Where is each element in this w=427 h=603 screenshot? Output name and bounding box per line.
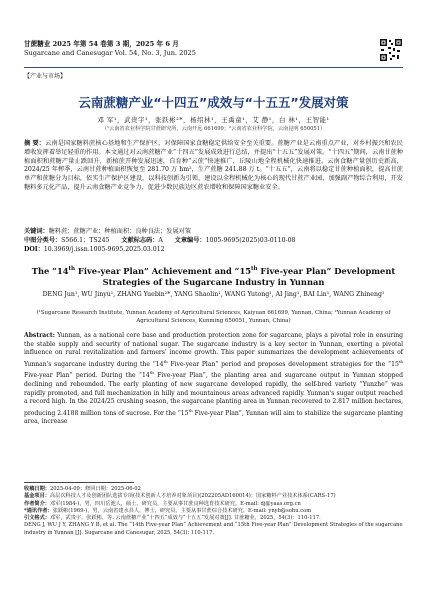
footnote-text: 张跃彬(1969-)，男，云南省建水县人，博士，研究员，主要从事甘蔗综合技术研究。E-mail: ynyb@sohu.com [52, 507, 312, 514]
clc-value: S566.1；TS245 [61, 237, 110, 244]
doi-label: DOI： [24, 246, 44, 253]
doc-code-value: A [158, 237, 163, 244]
footnote-item [24, 501, 403, 508]
abstract-en-sup: th [149, 370, 154, 376]
affiliation-chinese: （¹云南省农业科学院甘蔗研究所，云南开远 661699；²云南省农业科学院，云南昆明 650051） [101, 126, 326, 132]
keywords-text: 糖料蔗；蔗糖产业；种植面积；良种良法；发展对策 [48, 228, 192, 235]
classification-line [24, 237, 403, 245]
title-english [20, 264, 407, 288]
abstract-en-text: Yunnan, as a national core base and production protection zone for sugarcane, plays a pivotal role in ensuring the stable supply and security of national sugar. The sugarcane industry is a key sector in Yunnan, exerting a pivotal influence on rural revitalization and farmers' income growth. This paper summarizes the development achievements of Yunnan's sugarcane industry during the “14 [24, 332, 403, 368]
abstract-en-text: Five-year Plan” period and proposes development strategies for the “15 [167, 360, 399, 368]
header-rule [24, 67, 403, 68]
abstract-cn-text: 云南是国家糖料蔗核心基地和生产保护区，对保障国家食糖稳定供给安全至关重要。蔗糖产业是云南重点产业，对乡村振兴和农民增收发挥着举足轻重的作用。本文通过对云南蔗糖产业“十四五”发展成效进行总结，并提出“十五五”发展对策。“十四五”期间，云南甘蔗种植面积和蔗糖产量止跌回升，新植蔗开种发展迅速，自育种“云蔗”快速推广，丘陵山地全程机械化快速推进。云南食糖产量创历史新高，2024/25 年榨季，云南甘蔗种植面积恢复至 281.70 万 hm²，生产蔗糖 241.88 万 t。“十五五”，云南将以稳定甘蔗种植面积，提高甘蔗单产和蔗糖分为目标，依实生产保护区建设，以科技创新为引领，建设以全程机械化为核心的现代甘蔗产业园，加强副产物综合利用，开发糖料多元化产品，提升云南食糖产业竞争力，促进少数民族边区蔗农增收和保障国家糖业安全。 [24, 140, 403, 191]
abstract-cn-label: 摘 要： [24, 140, 46, 147]
article-no-label: 文章编号： [174, 237, 206, 244]
footnote-label: 基金项目： [24, 493, 50, 500]
keywords-line [24, 228, 403, 236]
keywords-label: 关键词： [24, 228, 49, 235]
journal-header [24, 40, 196, 57]
title-chinese: 云南蔗糖产业“十四五”成效与“十五五”发展对策 [78, 95, 349, 110]
abstract-en-text: Five-year Plan”, Yunnan will aim to stabilize the sugarcane planting area, increase [24, 409, 404, 426]
journal-name-cn: 甘蔗糖业 2025 年第 54 卷第 3 期，2025 年 6 月 [24, 40, 179, 48]
footnote-label: 收稿日期： [24, 486, 50, 492]
footnote-text: 邓军(1984-)，男，四川岳池人，硕士，研究员，主要从事甘蔗良种选育技术研究。E-mail: dj@yaas.org.cn [49, 500, 301, 507]
doi-line [24, 246, 403, 254]
title-en-sup: th [251, 266, 258, 272]
abstract-en-label: Abstract: [24, 332, 55, 339]
journal-name-en: Sugarcane and Canesugar Vol. 54, No. 3, Jun. 2025 [24, 48, 196, 57]
footnote-label: 引文格式： [24, 515, 50, 522]
footnote-item [24, 493, 403, 500]
footnotes [24, 486, 403, 537]
title-en-part: Five-year Plan” Development Strategies of the Sugarcane Industry in Yunnan [102, 265, 396, 287]
abstract-english [24, 332, 403, 427]
footnote-item [24, 522, 403, 537]
footnote-text: 高层次科技人才及创新团队选拔专项(技术创新人才培养对象项目)(202205AD160014)；国家糖料产业技术体系(CARS-17) [49, 493, 336, 500]
abstract-en-sup: th [398, 358, 403, 364]
footnote-rule [24, 482, 134, 483]
abstract-en-sup: th [163, 358, 168, 364]
authors-chinese: 邓 军¹，武贵宇¹，张跃彬²*，杨绍林¹，王禹童¹，艾 静¹，白 林¹，王智能¹ [97, 116, 330, 124]
article-no-value: 1005-9695(2025)03-0110-08 [205, 237, 296, 244]
affiliation-english: (¹Sugarcane Research Institute, Yunnan Academy of Agricultural Sciences, Kaiyuan 661699, Yunnan, China; ²Yunnan Academy of Agricultural Sciences, Kunming 650051, Yunnan, China) [36, 310, 391, 324]
authors-english: DENG Jun¹, WU Jinyu¹, ZHANG Yuebin²*, YANG Shaolin¹, WANG Yutong¹, AI Jing¹, BAI Lin¹, WANG Zhineng¹ [42, 291, 385, 298]
clc-label: 中图分类号： [24, 237, 62, 244]
abstract-en-text: Five-year Plan” period. During the “14 [24, 372, 150, 380]
footnote-text: 邓军，武贵宇，张跃彬，等. 云南蔗糖产业“十四五”成效与“十五五”发展对策[J]. 甘蔗糖业，2025，54(3)：110-117. [49, 515, 321, 522]
footnote-text: DENG J, WU J Y, ZHANG Y B, et al. The “14th Five-year Plan” Achievement and “15th Five-year Plan” Development Strategies of the sugarcane industry in Yunnan [J]. Sugarcane and Canesugar, 2025, 54(3): 110-117. [24, 522, 403, 536]
footnote-text: 2025-04-09；修回日期：2025-06-02 [49, 486, 141, 492]
title-en-part: The “14 [31, 265, 69, 276]
footnote-label: *通讯作者： [24, 507, 53, 514]
title-en-sup: th [68, 266, 76, 272]
footnote-label: 作者简介： [24, 500, 50, 507]
section-column-label: 【产业与市场】 [24, 73, 67, 80]
qr-code-icon [379, 38, 403, 62]
doi-value: 10.3969/j.issn.1005-9695.2025.03.012 [43, 246, 165, 253]
abstract-en-sup: th [188, 407, 193, 413]
doc-code-label: 文献标志码： [121, 237, 159, 244]
abstract-chinese [24, 140, 403, 193]
abstract-en-text: Five-year Plan”, the planting area and sugarcane output in Yunnan stopped declining and rebounded. The early planting of new sugarcane developed rapidly, the self-bred variety “Yunzhe” was rapidly promoted, and full mechanization in hilly and mountainous areas advanced rapidly. Yunnan's sugar output reached a record high. In the 2024/25 crushing season, the sugarcane planting area in Yunnan recovered to 2.817 million hectares, producing 2.4188 million tons of sucrose. For the “15 [24, 372, 403, 417]
title-en-part: Five-year Plan” Achievement and “15 [75, 265, 251, 276]
